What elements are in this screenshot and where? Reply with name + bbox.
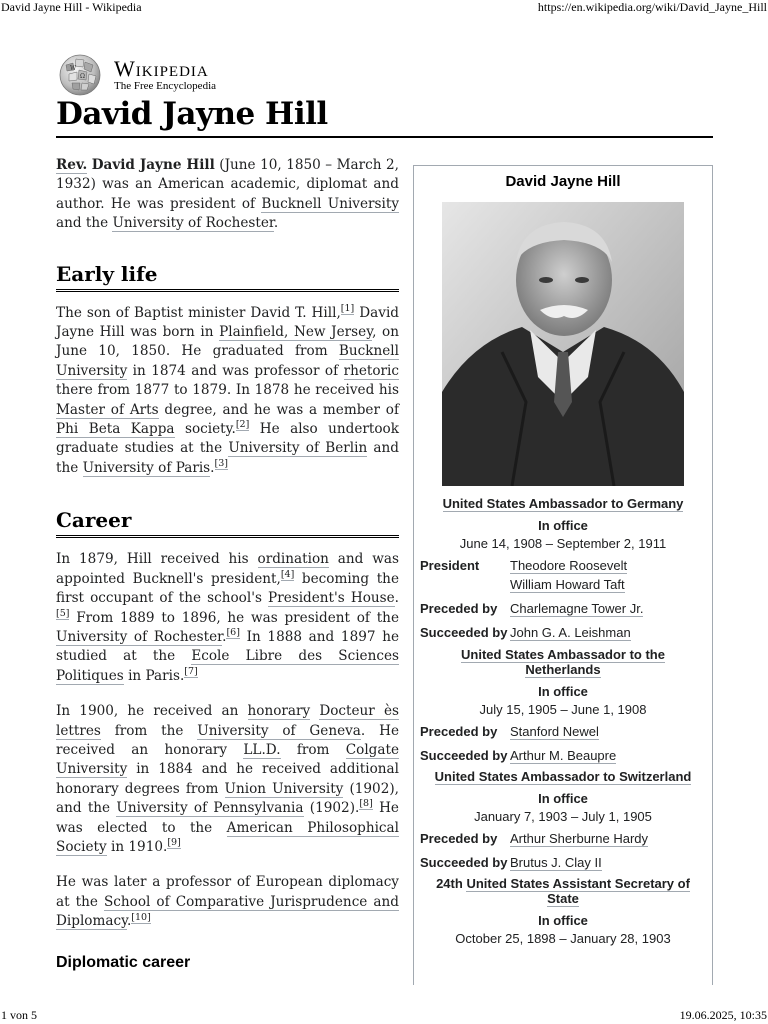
link-bucknell[interactable]: Bucknell University: [56, 343, 399, 379]
infobox-in-office-label: In office: [538, 684, 588, 699]
link-arthur-sherburne-hardy[interactable]: Arthur Sherburne Hardy: [510, 831, 649, 846]
reference-4[interactable]: [4]: [280, 569, 295, 580]
link-master-of-arts[interactable]: Master of Arts: [56, 401, 159, 418]
link-ecole-libre[interactable]: Ecole Libre des Sciences Politiques: [56, 648, 399, 684]
link-john-leishman[interactable]: John G. A. Leishman: [510, 625, 631, 640]
reference-1[interactable]: [1]: [340, 302, 355, 314]
print-footer: [0, 1008, 768, 1024]
reference-5[interactable]: [5]: [56, 607, 70, 619]
infobox-office-germany: [414, 496, 712, 511]
link-docteur-es-lettres[interactable]: Docteur ès lettres: [56, 703, 399, 739]
career-paragraph-3: He was later a professor of European diplomacy at the School of Comparative Jurisprudence and Diplomacy.[10]: [56, 874, 399, 930]
svg-text:W: W: [70, 65, 77, 72]
link-american-philosophical-society[interactable]: American Philosophical Society: [56, 819, 399, 855]
wikipedia-globe-icon: [56, 53, 104, 97]
infobox-row-succeeded-netherlands: Succeeded by Arthur M. Beaupre: [420, 748, 617, 763]
link-rhetoric[interactable]: rhetoric: [343, 362, 399, 379]
link-colgate-university[interactable]: Colgate University: [56, 741, 399, 778]
subsection-heading-diplomatic-career: Diplomatic career: [56, 953, 191, 971]
infobox-label-president: President: [420, 558, 480, 573]
article-body: [56, 156, 399, 972]
print-header-url: https://en.wikipedia.org/wiki/David_Jayne_Hill: [537, 0, 767, 14]
infobox-dates-germany: June 14, 1908 – September 2, 1911: [459, 536, 667, 551]
infobox-title: David Jayne Hill: [505, 173, 621, 190]
infobox-office-assistant-secretary: 24th United States Assistant Secretary of State: [436, 876, 690, 906]
link-university-of-berlin[interactable]: University of Berlin: [228, 440, 368, 457]
title-divider: [56, 136, 713, 138]
link-phi-beta-kappa[interactable]: Phi Beta Kappa: [56, 421, 175, 438]
print-header-title: David Jayne Hill - Wikipedia: [1, 0, 142, 14]
infobox-in-office-label: In office: [538, 518, 588, 533]
link-rochester[interactable]: University of Rochester: [56, 628, 223, 645]
reference-2[interactable]: [2]: [235, 419, 250, 431]
print-header: [0, 0, 768, 16]
wikipedia-tagline: The Free Encyclopedia: [114, 80, 217, 92]
infobox-dates-netherlands: July 15, 1905 – June 1, 1908: [479, 702, 647, 717]
link-university-of-rochester[interactable]: University of Rochester: [112, 215, 274, 232]
section-heading-early-life: Early life: [56, 262, 399, 292]
section-heading-career: Career: [56, 508, 399, 538]
link-ambassador-to-switzerland[interactable]: United States Ambassador to Switzerland: [434, 769, 692, 784]
link-charlemagne-tower[interactable]: Charlemagne Tower Jr.: [510, 601, 644, 616]
link-lld[interactable]: LL.D.: [243, 741, 281, 758]
infobox-row-preceded-switzerland: Preceded by Arthur Sherburne Hardy: [420, 831, 649, 846]
subject-name: David Jayne Hill: [91, 157, 215, 173]
link-theodore-roosevelt[interactable]: Theodore Roosevelt: [510, 558, 628, 573]
link-university-of-paris[interactable]: University of Paris: [82, 459, 211, 476]
reference-8[interactable]: [8]: [359, 798, 373, 810]
infobox-dates-assistant-secretary: October 25, 1898 – January 28, 1903: [455, 931, 671, 946]
infobox-row-president: [414, 556, 712, 594]
infobox-row-succeeded-germany: Succeeded by John G. A. Leishman: [420, 625, 631, 640]
infobox-office-netherlands: [414, 647, 712, 677]
link-ambassador-to-germany[interactable]: United States Ambassador to Germany: [442, 496, 684, 511]
print-page-number: 1 von 5: [1, 1008, 37, 1022]
portrait-image[interactable]: [442, 202, 684, 486]
reference-6[interactable]: [6]: [226, 627, 240, 639]
link-ordination[interactable]: ordination: [257, 551, 329, 568]
reference-9[interactable]: [9]: [167, 837, 181, 849]
infobox-in-office-label: In office: [538, 913, 588, 928]
reference-3[interactable]: [3]: [214, 458, 228, 470]
reference-10[interactable]: [10]: [131, 911, 151, 923]
infobox-row-preceded-germany: Preceded by Charlemagne Tower Jr.: [420, 601, 644, 616]
link-arthur-beaupre[interactable]: Arthur M. Beaupre: [510, 748, 617, 763]
svg-text:Ω: Ω: [80, 73, 85, 80]
link-plainfield-new-jersey[interactable]: Plainfield, New Jersey: [219, 324, 373, 341]
link-stanford-newel[interactable]: Stanford Newel: [510, 724, 599, 739]
link-william-howard-taft[interactable]: William Howard Taft: [510, 577, 625, 592]
career-paragraph-1: In 1879, Hill received his ordination and was appointed Bucknell's president,[4] becoming the first occupant of the school's President's House.[5] From 1889 to 1896, he was president of the University of Rochester.[6] In 1888 and 1897 he studied at the Ecole Libre des Sciences Politiques in Paris.[7]: [56, 551, 399, 684]
infobox-office-switzerland: [414, 769, 712, 784]
link-assistant-secretary-of-state[interactable]: United States Assistant Secretary of State: [466, 876, 690, 906]
career-paragraph-2: In 1900, he received an honorary Docteur ès lettres from the University of Geneva. He received an honorary LL.D. from Colgate University in 1884 and he received additional honorary degrees from Union University (1902), and the University of Pennsylvania (1902).[8] He was elected to the American Philosophical Society in 1910.[9]: [56, 703, 399, 855]
link-university-of-pennsylvania[interactable]: University of Pennsylvania: [116, 800, 304, 817]
infobox-in-office-label: In office: [538, 791, 588, 806]
intro-paragraph: Rev. David Jayne Hill (June 10, 1850 – March 2, 1932) was an American academic, diplomat and author. He was president of Bucknell University and the University of Rochester.: [56, 157, 399, 232]
infobox-row-preceded-netherlands: Preceded by Stanford Newel: [420, 724, 599, 739]
link-honorary[interactable]: honorary: [247, 703, 311, 720]
reference-7[interactable]: [7]: [184, 666, 198, 678]
infobox-row-succeeded-switzerland: Succeeded by Brutus J. Clay II: [420, 855, 602, 870]
wikipedia-wordmark: Wikipedia: [114, 56, 209, 81]
link-university-of-geneva[interactable]: University of Geneva: [197, 722, 361, 739]
infobox-dates-switzerland: January 7, 1903 – July 1, 1905: [474, 809, 652, 824]
early-life-paragraph: The son of Baptist minister David T. Hill,[1] David Jayne Hill was born in Plainfield, New Jersey, on June 10, 1850. He graduated from Bucknell University in 1874 and was professor of rhetoric there from 1877 to 1879. In 1878 he received his Master of Arts degree, and he was a member of Phi Beta Kappa society.[2] He also undertook graduate studies at the University of Berlin and the University of Paris.[3]: [56, 302, 399, 476]
link-brutus-clay[interactable]: Brutus J. Clay II: [510, 855, 602, 870]
page-title: David Jayne Hill: [56, 96, 328, 132]
link-bucknell-university[interactable]: Bucknell University: [261, 195, 399, 212]
link-presidents-house[interactable]: President's House: [268, 590, 395, 607]
link-union-university[interactable]: Union University: [224, 780, 344, 797]
print-timestamp: 19.06.2025, 10:35: [679, 1008, 767, 1022]
infobox: [413, 165, 713, 985]
link-school-of-comparative-jurisprudence[interactable]: School of Comparative Jurisprudence and Diplomacy: [56, 893, 399, 930]
link-ambassador-to-netherlands[interactable]: United States Ambassador to the Netherlands: [461, 647, 665, 677]
link-reverend[interactable]: Rev.: [56, 157, 88, 173]
